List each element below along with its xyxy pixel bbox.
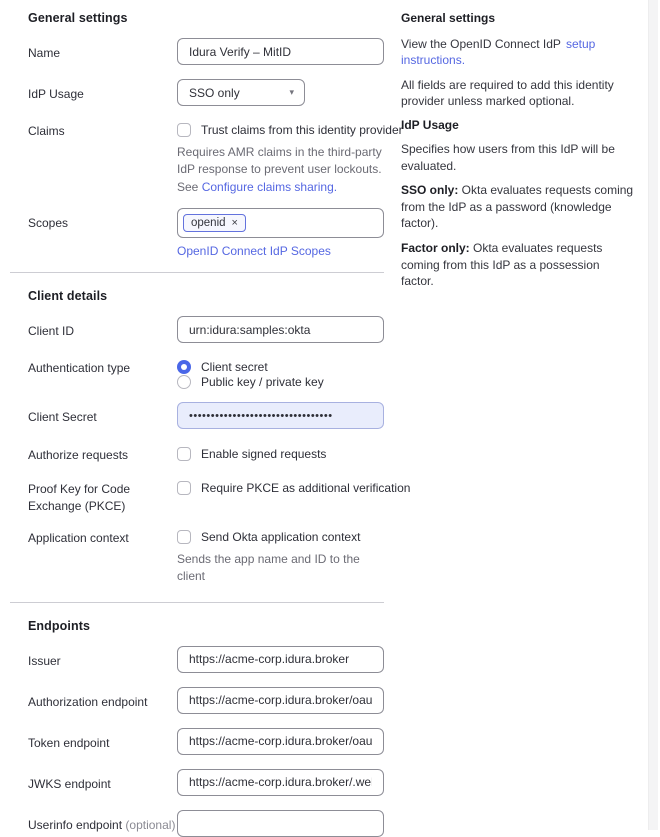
chevron-down-icon: ▾	[289, 87, 294, 97]
authorize-requests-label: Authorize requests	[28, 448, 129, 463]
form-row-pkce	[0, 481, 411, 513]
issuer-label: Issuer	[28, 653, 61, 668]
form-row-authorize-requests	[0, 447, 392, 463]
form-row-name	[0, 38, 392, 65]
issuer-input[interactable]	[177, 646, 384, 673]
idp-usage-label: IdP Usage	[28, 87, 84, 101]
app-context-help-text: Sends the app name and ID to the client	[177, 551, 360, 584]
userinfo-endpoint-label: Userinfo endpoint (optional)	[28, 817, 176, 832]
idp-usage-selected-value: SSO only	[189, 85, 240, 100]
client-secret-radio-label: Client secret	[201, 360, 268, 375]
scrollbar-track[interactable]	[648, 0, 658, 830]
help-view-instructions: View the OpenID Connect IdP setup instructions.	[401, 36, 596, 68]
trust-claims-checkbox-label: Trust claims from this identity provider	[201, 123, 403, 137]
signed-requests-checkbox[interactable]	[177, 447, 191, 461]
jwks-endpoint-input[interactable]	[177, 769, 384, 796]
form-row-claims	[0, 123, 403, 196]
authorization-endpoint-label: Authorization endpoint	[28, 694, 148, 709]
form-row-auth-type	[0, 360, 392, 389]
form-row-jwks-endpoint	[0, 769, 392, 796]
endpoints-heading: Endpoints	[28, 618, 91, 633]
claims-label: Claims	[28, 124, 65, 138]
application-context-label: Application context	[28, 530, 129, 545]
optional-hint: (optional)	[125, 817, 176, 832]
help-general-settings-heading: General settings	[401, 11, 496, 25]
general-settings-heading: General settings	[28, 11, 128, 25]
idp-usage-select[interactable]	[177, 79, 305, 106]
form-row-issuer	[0, 646, 392, 673]
remove-scope-icon[interactable]: ×	[231, 216, 238, 229]
client-details-heading: Client details	[28, 289, 108, 304]
pkce-checkbox[interactable]	[177, 481, 191, 495]
signed-requests-checkbox-label: Enable signed requests	[201, 447, 327, 462]
client-id-input[interactable]	[177, 316, 384, 343]
public-private-key-radio[interactable]	[177, 375, 191, 389]
form-row-client-secret	[0, 402, 392, 429]
pkce-label: Proof Key for Code Exchange (PKCE)	[28, 482, 131, 513]
setup-instructions-link[interactable]: setup instructions.	[401, 36, 596, 68]
help-sso-only-text: SSO only: Okta evaluates requests coming from the IdP as a password (knowledge factor).	[401, 183, 634, 231]
openid-connect-idp-scopes-link[interactable]: OpenID Connect IdP Scopes	[177, 244, 331, 259]
client-id-label: Client ID	[28, 324, 75, 339]
form-row-idp-usage	[0, 79, 392, 106]
trust-claims-checkbox[interactable]	[177, 123, 191, 137]
help-idp-usage-heading: IdP Usage	[401, 117, 459, 132]
public-private-key-radio-label: Public key / private key	[201, 375, 324, 390]
scope-tag-openid	[183, 214, 246, 232]
authorization-endpoint-input[interactable]	[177, 687, 384, 714]
pkce-checkbox-label: Require PKCE as additional verification	[201, 481, 411, 496]
help-required-fields-text: All fields are required to add this identity provider unless marked optional.	[401, 77, 614, 109]
form-row-application-context	[0, 530, 392, 586]
token-endpoint-label: Token endpoint	[28, 735, 110, 750]
client-secret-label: Client Secret	[28, 410, 97, 425]
scopes-label: Scopes	[28, 216, 69, 231]
client-secret-input[interactable]	[177, 402, 384, 429]
client-secret-radio[interactable]	[177, 360, 191, 374]
help-sidebar	[401, 10, 634, 290]
form-row-token-endpoint	[0, 728, 392, 755]
configure-claims-sharing-link[interactable]: Configure claims sharing.	[201, 179, 338, 194]
form-row-client-id	[0, 316, 392, 343]
name-label: Name	[28, 46, 61, 60]
section-divider	[10, 272, 384, 273]
form-row-authorization-endpoint	[0, 687, 392, 714]
claims-help-text: Requires AMR claims in the third-party IdP response to prevent user lockouts. See Configure claims sharing.	[177, 144, 389, 196]
help-factor-only-text: Factor only: Okta evaluates requests coming from this IdP as a possession factor.	[401, 241, 603, 289]
auth-type-label: Authentication type	[28, 361, 131, 376]
jwks-endpoint-label: JWKS endpoint	[28, 776, 111, 791]
app-context-checkbox[interactable]	[177, 530, 191, 544]
form-row-scopes	[0, 208, 392, 258]
scopes-input[interactable]	[177, 208, 384, 238]
app-context-checkbox-label: Send Okta application context	[201, 529, 361, 544]
scope-tag-label: openid	[191, 217, 226, 230]
help-idp-usage-text: Specifies how users from this IdP will be evaluated.	[401, 142, 615, 173]
name-input[interactable]	[177, 38, 384, 65]
token-endpoint-input[interactable]	[177, 728, 384, 755]
section-divider	[10, 602, 384, 603]
userinfo-endpoint-input[interactable]	[177, 810, 384, 837]
form-row-userinfo-endpoint	[0, 810, 392, 837]
